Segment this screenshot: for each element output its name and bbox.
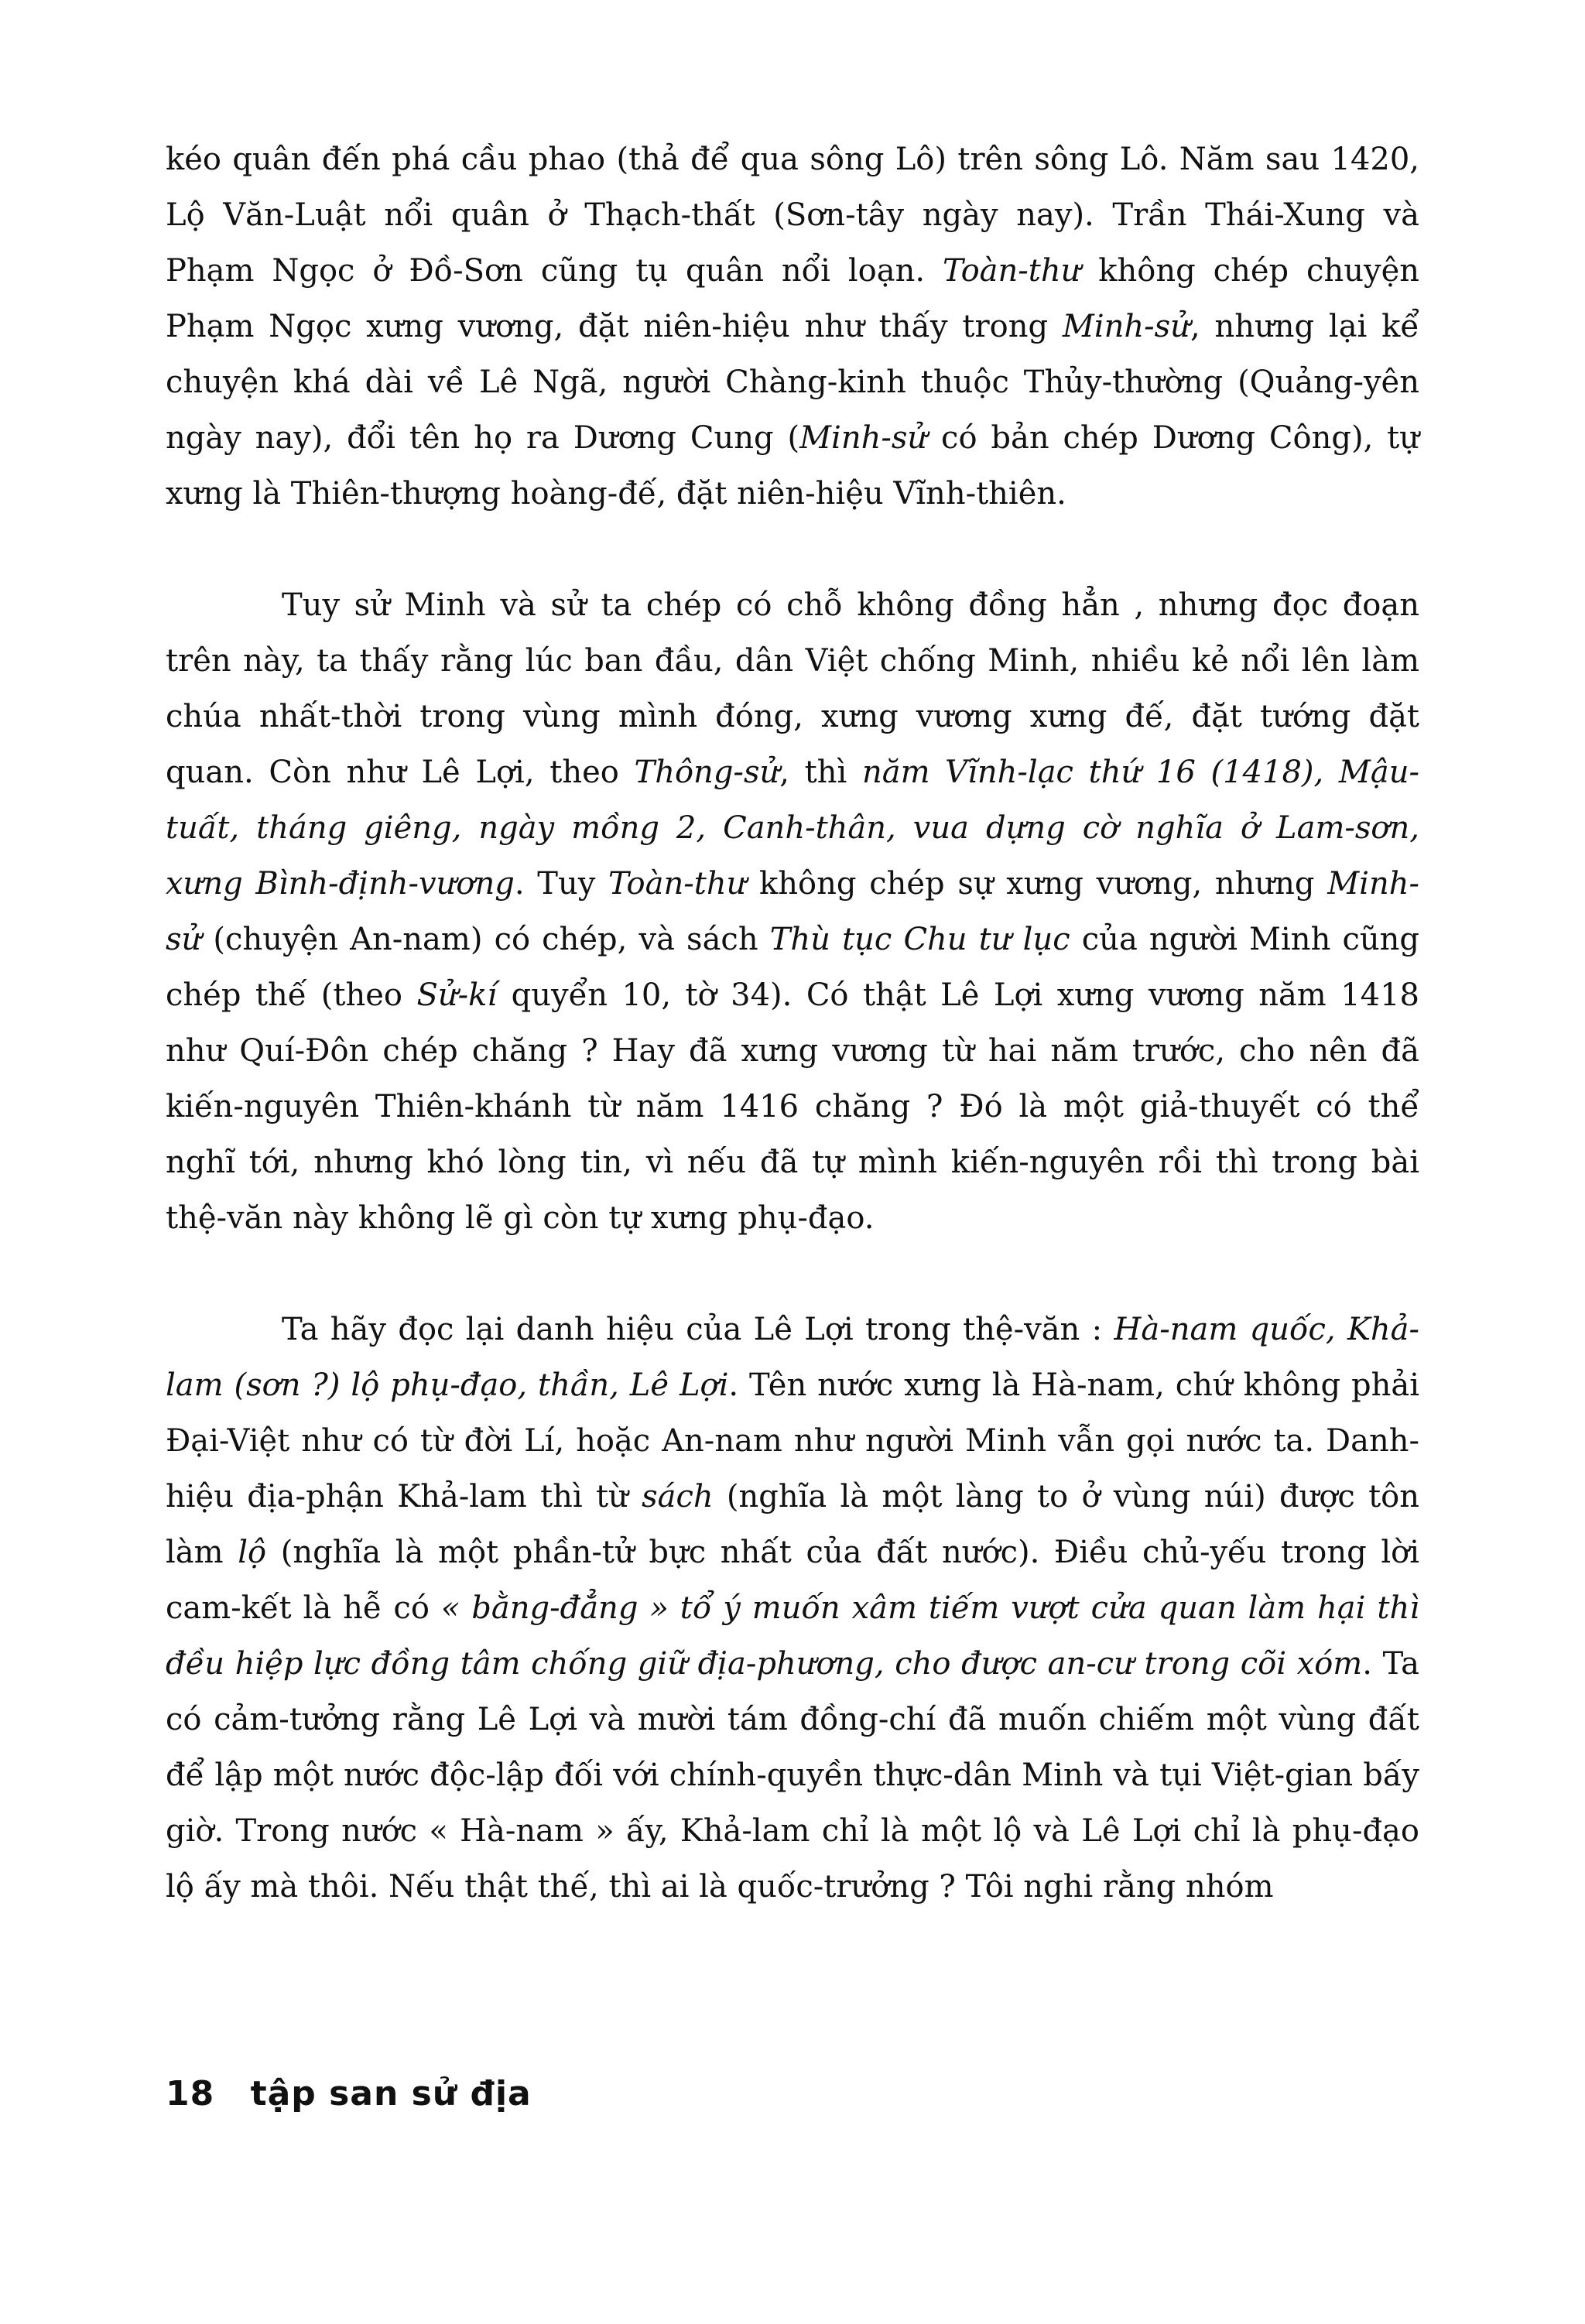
text-run: kéo quân đến phá cầu phao (thả để qua sông Lô) trên sông Lô. Năm sau 1420, Lộ Văn-Luật nổi quân ở Thạch-thất (Sơn-tây ngày nay). Trần Thái-Xung và Phạm Ngọc ở Đồ-Sơn cũng tụ quân nổi loạn. xyxy=(166,142,1419,289)
text-run: . Tên nước xưng là Hà-nam, chứ không phải Đại-Việt như có từ đời Lí, hoặc An-nam như người Minh vẫn gọi nước ta. Danh-hiệu địa-phận Khả-lam thì từ xyxy=(166,1367,1419,1515)
paragraph-3 xyxy=(166,1302,1419,1915)
page-number: 18 xyxy=(166,2074,215,2114)
text-run: không chép chuyện Phạm Ngọc xưng vương, đặt niên-hiệu như thấy trong xyxy=(166,253,1419,344)
italic-text-run: Minh-sử xyxy=(1062,309,1190,344)
text-run: không chép sự xưng vương, nhưng xyxy=(746,866,1328,902)
text-run: (nghĩa là một phần-tử bực nhất của đất nước). Điều chủ-yếu trong lời cam-kết là hễ có xyxy=(166,1535,1420,1626)
text-run: . Tuy xyxy=(514,866,608,902)
paragraph-1 xyxy=(166,132,1419,522)
paragraph-2 xyxy=(166,577,1419,1246)
italic-text-run: Toàn-thư xyxy=(943,253,1081,289)
text-run: . Ta có cảm-tưởng rằng Lê Lợi và mười tám đồng-chí đã muốn chiếm một vùng đất để lập một nước độc-lập đối với chính-quyền thực-dân Minh và tụi Việt-gian bấy giờ. Trong nước « Hà-nam » ấy, Khả-lam chỉ là một lộ và Lê Lợi chỉ là phụ-đạo lộ ấy mà thôi. Nếu thật thế, thì ai là quốc-trưởng ? Tôi nghi rằng nhóm xyxy=(166,1646,1419,1905)
text-run: của người Minh cũng chép thế (theo xyxy=(166,922,1419,1013)
text-run: có bản chép Dương Công), tự xưng là Thiên-thượng hoàng-đế, đặt niên-hiệu Vĩnh-thiên. xyxy=(166,420,1420,512)
italic-text-run: Sử-kí xyxy=(416,977,498,1013)
text-run: , thì xyxy=(779,755,862,790)
italic-text-run: Minh-sử xyxy=(799,420,928,456)
text-run: (chuyện An-nam) có chép, và sách xyxy=(201,922,770,957)
italic-text-run: lộ xyxy=(238,1535,267,1570)
text-run: Tuy sử Minh và sử ta chép có chỗ không đồng hẳn , nhưng đọc đoạn trên này, ta thấy rằng lúc ban đầu, dân Việt chống Minh, nhiều kẻ nổi lên làm chúa nhất-thời trong vùng mình đóng, xưng vương xưng đế, đặt tướng đặt quan. Còn như Lê Lợi, theo xyxy=(166,587,1419,790)
page-body xyxy=(166,132,1419,1915)
italic-text-run: sách xyxy=(642,1479,714,1515)
page-footer xyxy=(166,2074,532,2114)
text-run: , nhưng lại kể chuyện khá dài về Lê Ngã, người Chàng-kinh thuộc Thủy-thường (Quảng-yên ngày nay), đổi tên họ ra Dương Cung ( xyxy=(166,309,1419,456)
text-run: quyển 10, tờ 34). Có thật Lê Lợi xưng vương năm 1418 như Quí-Đôn chép chăng ? Hay đã xưng vương từ hai năm trước, cho nên đã kiến-nguyên Thiên-khánh từ năm 1416 chăng ? Đó là một giả-thuyết có thể nghĩ tới, nhưng khó lòng tin, vì nếu đã tự mình kiến-nguyên rồi thì trong bài thệ-văn này không lẽ gì còn tự xưng phụ-đạo. xyxy=(166,977,1419,1236)
italic-text-run: năm Vĩnh-lạc thứ 16 (1418), Mậu-tuất, tháng giêng, ngày mồng 2, Canh-thân, vua dựng cờ nghĩa ở Lam-sơn, xưng Bình-định-vương xyxy=(166,755,1419,902)
text-run: (nghĩa là một làng to ở vùng núi) được tôn làm xyxy=(166,1479,1419,1570)
text-run: Ta hãy đọc lại danh hiệu của Lê Lợi trong thệ-văn : xyxy=(282,1312,1114,1347)
journal-name: tập san sử địa xyxy=(250,2074,532,2114)
italic-text-run: Minh-sử xyxy=(166,866,1420,957)
italic-text-run: Hà-nam quốc, Khả-lam (sơn ?) lộ phụ-đạo, thần, Lê Lợi xyxy=(166,1312,1419,1403)
italic-text-run: Thù tục Chu tư lục xyxy=(769,922,1070,957)
italic-text-run: Toàn-thư xyxy=(608,866,747,902)
italic-text-run: « bằng-đẳng » tổ ý muốn xâm tiếm vượt cửa quan làm hại thì đều hiệp lực đồng tâm chống giữ địa-phương, cho được an-cư trong cõi xóm xyxy=(166,1590,1420,1682)
italic-text-run: Thông-sử xyxy=(634,755,780,790)
